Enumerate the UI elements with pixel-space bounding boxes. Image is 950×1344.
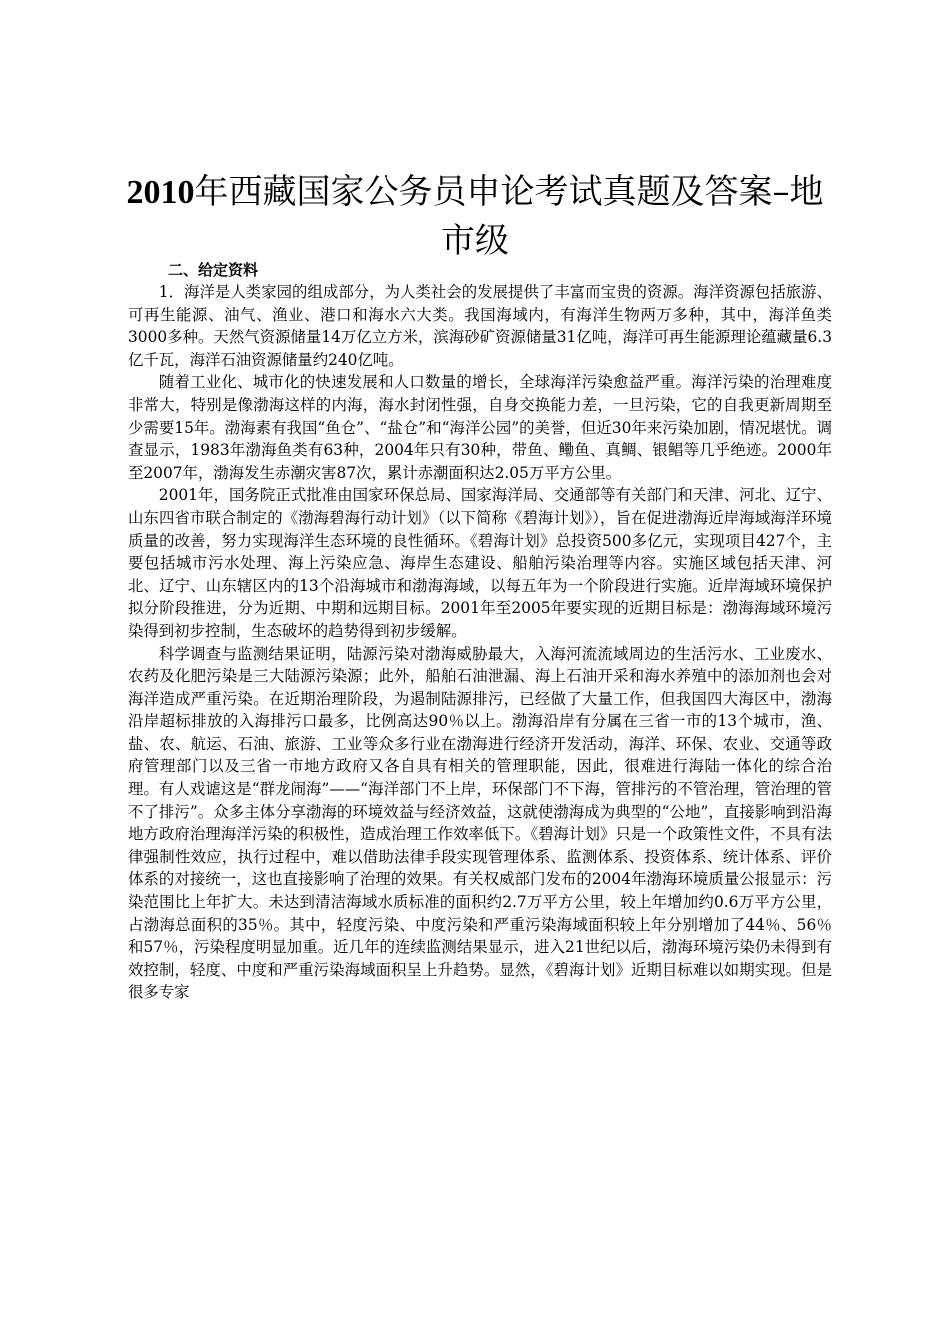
title-text: 年西藏国家公务员申论考试真题及答案–地市级: [194, 172, 824, 261]
paragraph-1: 1．海洋是人类家园的组成部分，为人类社会的发展提供了丰富而宝贵的资源。海洋资源包括旅游、可再生能源、油气、渔业、港口和海水六大类。我国海域内，有海洋生物两万多种，其中，海洋鱼类3000多种。天然气资源储量14万亿立方米，滨海砂矿资源储量31亿吨，海洋可再生能源理论蕴藏量6.3亿千瓦，海洋石油资源储量约240亿吨。: [128, 283, 832, 369]
paragraph-3: 2001年，国务院正式批准由国家环保总局、国家海洋局、交通部等有关部门和天津、河北、辽宁、山东四省市联合制定的《渤海碧海行动计划》（以下简称《碧海计划》），旨在促进渤海近岸海域海洋环境质量的改善，努力实现海洋生态环境的良性循环。《碧海计划》总投资500多亿元，实现项目427个，主要包括城市污水处理、海上污染应急、海岸生态建设、船舶污染治理等内容。实施区域包括天津、河北、辽宁、山东辖区内的13个沿海城市和渤海海域，以每五年为一个阶段进行实施。近岸海域环境保护拟分阶段推进，分为近期、中期和远期目标。2001年至2005年要实现的近期目标是：渤海海域环境污染得到初步控制，生态破坏的趋势得到初步缓解。: [128, 486, 832, 640]
document-title: [118, 168, 832, 265]
paragraph-4: 科学调查与监测结果证明，陆源污染对渤海威胁最大，入海河流流域周边的生活污水、工业废水、农药及化肥污染是三大陆源污染源；此外，船舶石油泄漏、海上石油开采和海水养殖中的添加剂也会对海洋造成严重污染。在近期治理阶段，为遏制陆源排污，已经做了大量工作，但我国四大海区中，渤海沿岸超标排放的入海排污口最多，比例高达90％以上。渤海沿岸有分属在三省一市的13个城市，渔、盐、农、航运、石油、旅游、工业等众多行业在渤海进行经济开发活动，海洋、环保、农业、交通等政府管理部门以及三省一市地方政府又各自具有相关的管理职能，因此，很难进行海陆一体化的综合治理。有人戏谑这是“群龙闹海”——“海洋部门不上岸，环保部门不下海，管排污的不管治理，管治理的管不了排污”。众多主体分享渤海的环境效益与经济效益，这就使渤海成为典型的“公地”，直接影响到沿海地方政府治理海洋污染的积极性，造成治理工作效率低下。《碧海计划》只是一个政策性文件，不具有法律强制性效应，执行过程中，难以借助法律手段实现管理体系、监测体系、投资体系、统计体系、评价体系的对接统一，这也直接影响了治理的效果。有关权威部门发布的2004年渤海环境质量公报显示：污染范围比上年扩大。未达到清洁海域水质标准的面积约2.7万平方公里，较上年增加约0.6万平方公里，占渤海总面积的35％。其中，轻度污染、中度污染和严重污染海域面积较上年分别增加了44％、56％和57％，污染程度明显加重。近几年的连续监测结果显示，进入21世纪以后，渤海环境污染仍未得到有效控制，轻度、中度和严重污染海域面积呈上升趋势。显然，《碧海计划》近期目标难以如期实现。但是很多专家: [128, 644, 832, 1002]
body-text: [128, 281, 832, 1004]
title-year: 2010: [126, 174, 195, 211]
paragraph-2: 随着工业化、城市化的快速发展和人口数量的增长，全球海洋污染愈益严重。海洋污染的治理难度非常大，特别是像渤海这样的内海，海水封闭性强，自身交换能力差，一旦污染，它的自我更新周期至少需要15年。渤海素有我国“鱼仓”、“盐仓”和“海洋公园”的美誉，但近30年来污染加剧，情况堪忧。调查显示，1983年渤海鱼类有63种，2004年只有30种，带鱼、鳓鱼、真鲷、银鲳等几乎绝迹。2000年至2007年，渤海发生赤潮灾害87次，累计赤潮面积达2.05万平方公里。: [128, 373, 832, 482]
section-heading: 二、给定资料: [168, 261, 259, 279]
